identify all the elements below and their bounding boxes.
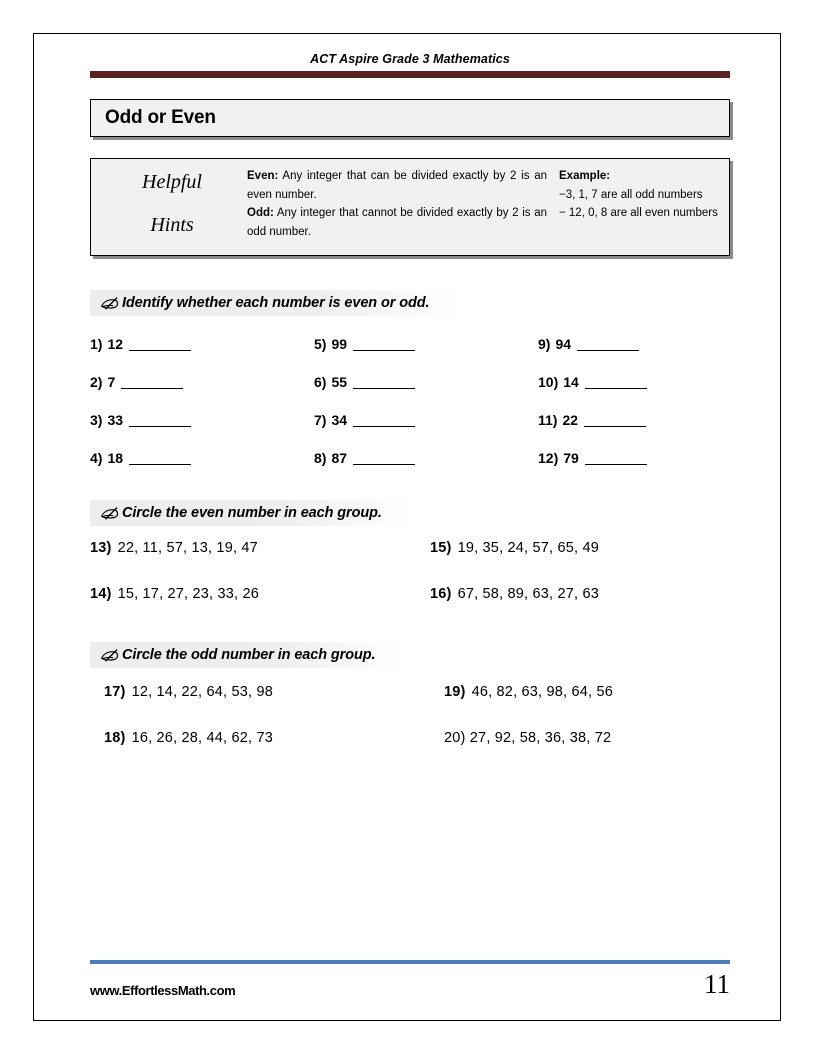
list-item: [90, 336, 314, 352]
answer-blank[interactable]: [353, 388, 415, 389]
item-value: 79: [563, 450, 579, 466]
header-rule: [90, 71, 730, 78]
pen-icon: [100, 295, 120, 311]
item-number: 14): [90, 586, 112, 602]
item-value: 33: [107, 412, 124, 428]
list-item: [538, 450, 730, 466]
hints-label: [97, 167, 247, 245]
list-item: [538, 412, 730, 428]
worksheet-page: [33, 33, 781, 1021]
example-line-1: −3, 1, 7 are all odd numbers: [559, 188, 703, 201]
item-number: 19): [444, 684, 466, 700]
circle-even-grid: [90, 540, 730, 602]
answer-blank[interactable]: [584, 426, 646, 427]
list-item: [90, 374, 314, 390]
item-numbers[interactable]: 19, 35, 24, 57, 65, 49: [457, 540, 600, 556]
even-definition: Any integer that can be divided exactly by 2 is an even number.: [247, 170, 547, 201]
identify-items-grid: [90, 336, 730, 466]
answer-blank[interactable]: [353, 464, 415, 465]
item-number: 13): [90, 540, 112, 556]
helpful-hints-box: [90, 158, 730, 256]
list-item: [430, 540, 730, 556]
item-number: 8): [314, 450, 327, 466]
item-value: 99: [331, 336, 348, 352]
list-item: [314, 374, 538, 390]
answer-blank[interactable]: [129, 350, 191, 351]
item-number: 12): [538, 450, 559, 466]
item-numbers[interactable]: 16, 26, 28, 44, 62, 73: [131, 730, 274, 746]
item-number: 5): [314, 336, 327, 352]
item-number: 18): [104, 730, 126, 746]
item-number: 7): [314, 412, 327, 428]
answer-blank[interactable]: [129, 426, 191, 427]
page-title: Odd or Even: [105, 107, 216, 128]
item-value: 87: [331, 450, 348, 466]
item-number: 3): [90, 412, 103, 428]
item-number: 9): [538, 336, 551, 352]
item-value: 55: [331, 374, 348, 390]
item-numbers[interactable]: 22, 11, 57, 13, 19, 47: [117, 540, 258, 556]
item-value: 18: [107, 450, 124, 466]
example-line-2: − 12, 0, 8 are all even numbers: [559, 207, 718, 220]
item-numbers[interactable]: 15, 17, 27, 23, 33, 26: [117, 586, 260, 602]
even-term: Even:: [247, 170, 279, 182]
list-item: [90, 450, 314, 466]
list-item: [90, 412, 314, 428]
hints-example: [555, 167, 723, 245]
page-footer: [90, 960, 730, 998]
answer-blank[interactable]: [585, 464, 647, 465]
item-value: 14: [563, 374, 579, 390]
list-item: [314, 450, 538, 466]
running-header: ACT Aspire Grade 3 Mathematics: [310, 52, 510, 66]
item-value: 7: [107, 374, 116, 390]
footer-rule: [90, 960, 730, 964]
item-number: 11): [538, 412, 558, 428]
item-number: 15): [430, 540, 452, 556]
page-content: [90, 46, 730, 1008]
list-item: [538, 374, 730, 390]
instruction-bar-identify: [90, 290, 459, 316]
item-number: 10): [538, 374, 559, 390]
list-item: [444, 684, 730, 700]
hints-label-line2: Hints: [150, 214, 194, 236]
section-circle-odd: [90, 642, 730, 746]
pen-icon: [100, 647, 120, 663]
hints-label-line1: Helpful: [142, 171, 202, 193]
item-number: 4): [90, 450, 103, 466]
list-item: [104, 730, 444, 746]
item-value: 12: [107, 336, 124, 352]
item-value: 22: [562, 412, 579, 428]
answer-blank[interactable]: [353, 350, 415, 351]
item-numbers[interactable]: 67, 58, 89, 63, 27, 63: [457, 586, 600, 602]
instruction-bar-circle-even: [90, 500, 412, 526]
instruction-text-identify: Identify whether each number is even or odd.: [122, 295, 430, 311]
answer-blank[interactable]: [121, 388, 183, 389]
answer-blank[interactable]: [129, 464, 191, 465]
item-value: 94: [555, 336, 572, 352]
hints-definitions: [247, 167, 555, 245]
list-item: [444, 730, 730, 746]
instruction-text-circle-even: Circle the even number in each group.: [122, 505, 382, 521]
list-item: [90, 540, 430, 556]
footer-row: [90, 969, 730, 1000]
instruction-text-circle-odd: Circle the odd number in each group.: [122, 647, 376, 663]
list-item: [430, 586, 730, 602]
item-value: 34: [331, 412, 348, 428]
circle-odd-grid: [90, 684, 730, 746]
list-item: [90, 586, 430, 602]
pen-icon: [100, 505, 120, 521]
list-item: [104, 684, 444, 700]
section-circle-even: [90, 500, 730, 602]
item-number: 17): [104, 684, 126, 700]
item-number: 6): [314, 374, 327, 390]
answer-blank[interactable]: [353, 426, 415, 427]
answer-blank[interactable]: [585, 388, 647, 389]
item-number: 2): [90, 374, 103, 390]
odd-term: Odd:: [247, 207, 274, 220]
answer-blank[interactable]: [577, 350, 639, 351]
item-number: 1): [90, 336, 103, 352]
worksheet-title-box: [90, 99, 730, 137]
section-identify: [90, 290, 730, 466]
item-numbers[interactable]: 46, 82, 63, 98, 64, 56: [471, 684, 614, 700]
list-item: [314, 412, 538, 428]
list-item: [314, 336, 538, 352]
item-numbers[interactable]: 12, 14, 22, 64, 53, 98: [131, 684, 274, 700]
website-link[interactable]: www.EffortlessMath.com: [90, 983, 236, 998]
item-number: 16): [430, 586, 452, 602]
page-number: 11: [704, 969, 730, 1000]
item-numbers[interactable]: 20) 27, 92, 58, 36, 38, 72: [444, 730, 612, 746]
instruction-bar-circle-odd: [90, 642, 405, 668]
list-item: [538, 336, 730, 352]
odd-definition: Any integer that cannot be divided exactly by 2 is an odd number.: [247, 207, 547, 238]
example-title: Example:: [559, 170, 611, 182]
